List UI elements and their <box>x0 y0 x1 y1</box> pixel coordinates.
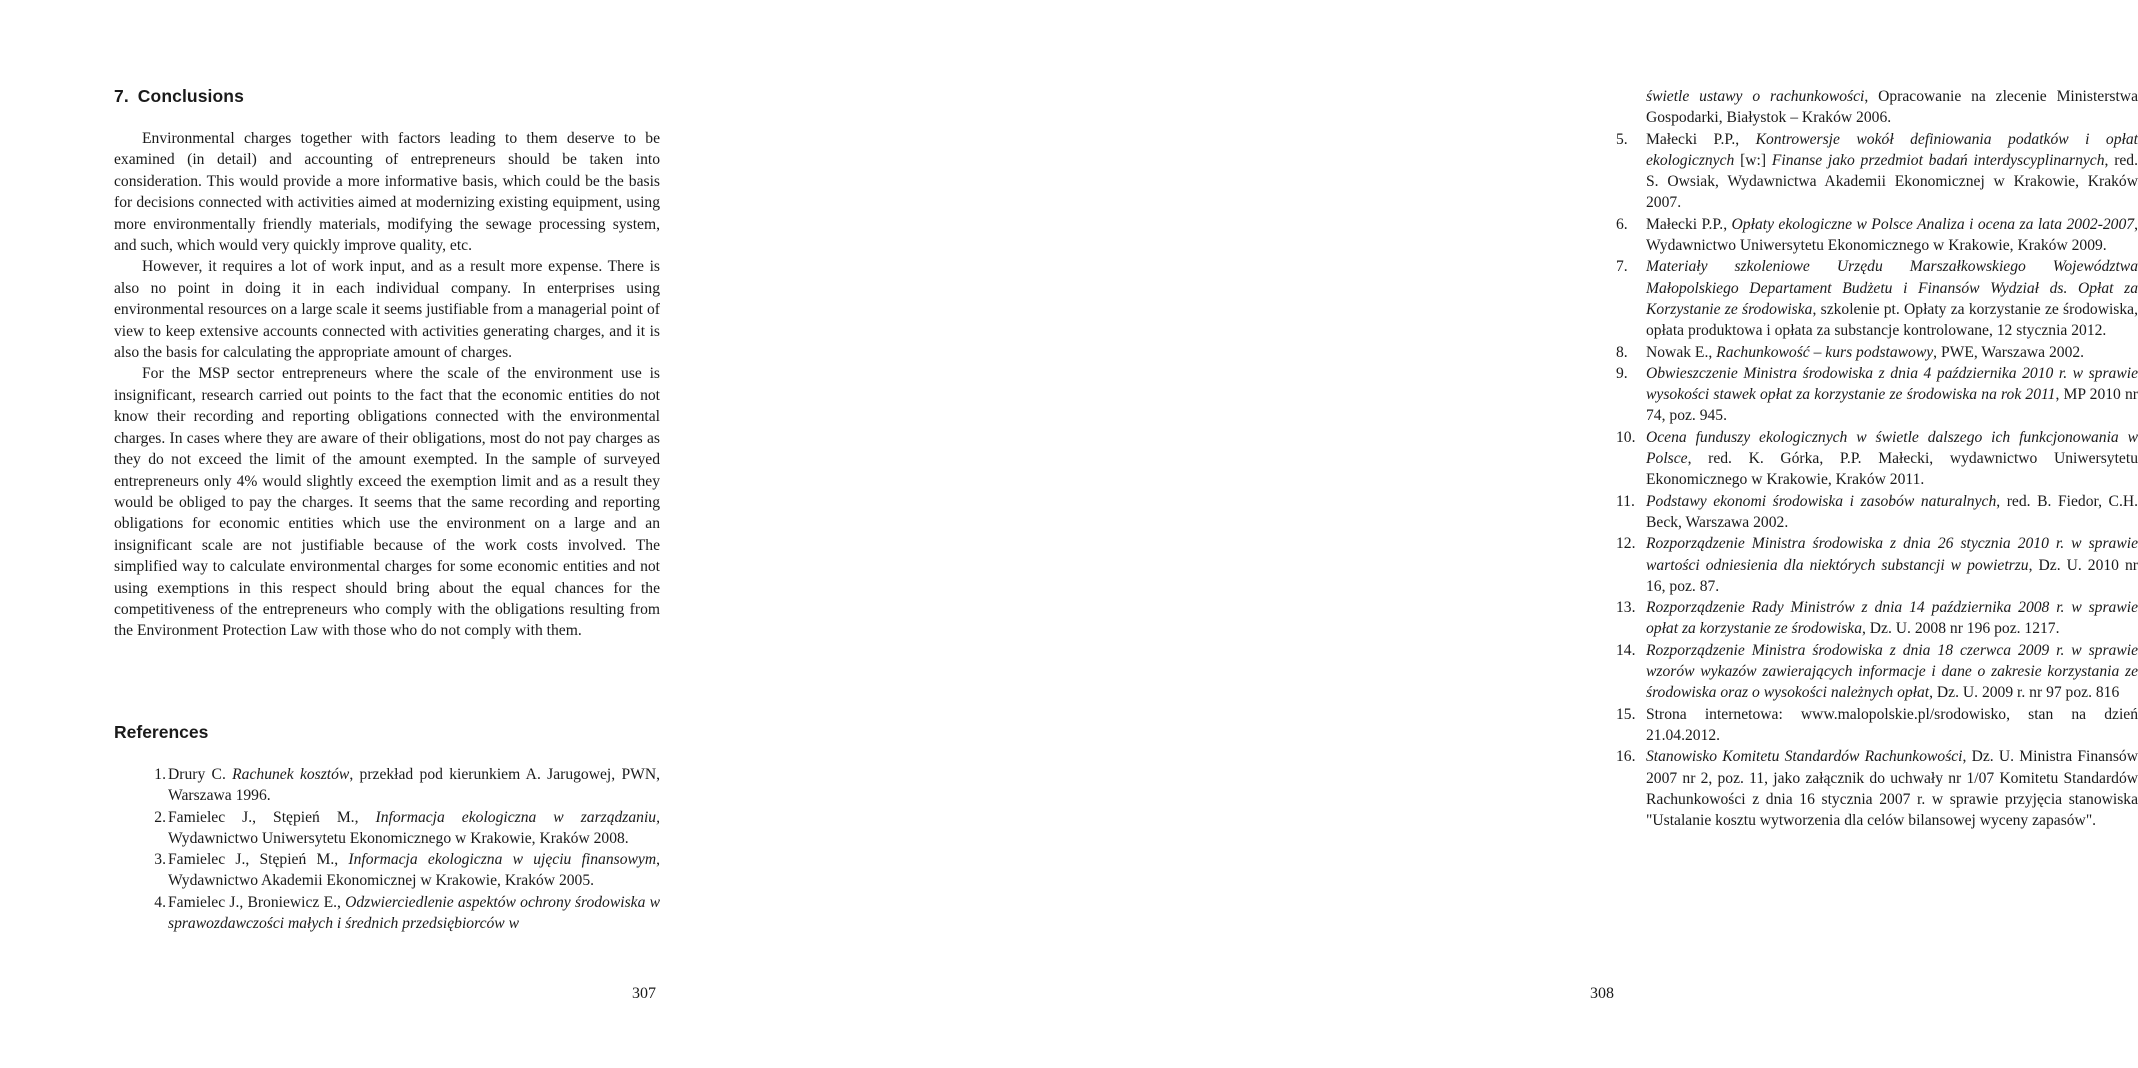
reference-author: Nowak E., <box>1646 343 1717 361</box>
reference-item <box>1616 427 2138 491</box>
reference-title: Opłaty ekologiczne w Polsce Analiza i ocena za lata 2002-2007 <box>1731 215 2135 233</box>
reference-item <box>1616 363 2138 427</box>
reference-details: , przekład pod kierunkiem A. Jarugowej, PWN, Warszawa 1996. <box>168 766 660 805</box>
reference-author: Drury C. <box>168 766 233 783</box>
reference-item <box>1616 214 2138 257</box>
reference-title: Rachunkowość – kurs podstawowy <box>1716 343 1934 361</box>
right-page <box>750 0 2138 1068</box>
page-number: 308 <box>1590 985 1614 1002</box>
reference-title-secondary: Finanse jako przedmiot badań interdyscyplinarnych <box>1771 151 2105 169</box>
reference-item <box>140 849 660 892</box>
section-heading <box>114 86 244 107</box>
reference-title: Odzwierciedlenie aspektów ochrony środowiska w sprawozdawczości małych i średnich przedsiębiorców w <box>168 893 660 933</box>
reference-author: Famielec J., Broniewicz E., <box>168 893 346 911</box>
reference-details: , Dz. U. 2010 nr 16, poz. 87. <box>1646 556 2138 595</box>
reference-title: świetle ustawy o rachunkowości <box>1646 88 1865 105</box>
reference-details: , Dz. U. Ministra Finansów 2007 nr 2, poz. 11, jako załącznik do uchwały nr 1/07 Komitetu Standardów Rachunkowości z dnia 16 stycznia 2007 r. w sprawie przyjęcia stanowiska "Ustalanie kosztu wytworzenia dla celów bilansowej wyceny zapasów". <box>1646 748 2138 830</box>
reference-item <box>1616 256 2138 341</box>
reference-details: , Wydawnictwo Uniwersytetu Ekonomicznego w Krakowie, Kraków 2009. <box>1646 215 2138 255</box>
paragraph: Environmental charges together with factors leading to them deserve to be examined (in detail) and accounting of entrepreneurs should be taken into consideration. This would provide a more informative basis, which could be the basis for decisions connected with activities aimed at modernizing existing equipment, using more environmentally friendly materials, modifying the sewage processing system, and such, which would very quickly improve quality, etc. <box>114 130 660 255</box>
reference-item <box>1616 342 2138 363</box>
reference-item <box>1616 597 2138 640</box>
reference-number: 14. <box>1616 641 1636 659</box>
reference-item <box>1616 746 2138 831</box>
reference-title: Podstawy ekonomi środowiska i zasobów naturalnych <box>1646 492 1997 510</box>
reference-title: Rozporządzenie Ministra środowiska z dnia 18 czerwca 2009 r. w sprawie wzorów wykazów zawierających informacje i dane o zakresie korzystania ze środowiska oraz o wysokości należnych opłat <box>1646 641 2138 702</box>
paragraph: For the MSP sector entrepreneurs where the scale of the environment use is insignificant, research carried out points to the fact that the economic entities do not know their recording and reporting obligations connected with the environmental charges. In cases where they are aware of their obligations, most do not pay charges as they do not exceed the limit of the amount exempted. In the sample of surveyed entrepreneurs only 4% would slightly exceed the exemption limit and as a result they would be obliged to pay the charges. It seems that the same recording and reporting obligations for economic entities which use the environment on a large and an insignificant scale are not justifiable because of the work costs involved. The simplified way to calculate environmental charges for some economic entities and not using exemptions in this respect should bring about the equal chances for the competitiveness of the entrepreneurs who comply with the obligations resulting from the Environment Protection Law with those who do not comply with them. <box>114 365 660 640</box>
reference-continuation <box>1616 86 2138 129</box>
reference-number: 11. <box>1616 492 1635 510</box>
reference-item <box>1616 640 2138 704</box>
reference-title: Rachunek kosztów <box>232 766 350 783</box>
reference-number: 12. <box>1616 535 1636 553</box>
reference-title: Informacja ekologiczna w ujęciu finansowym <box>348 851 657 869</box>
reference-details: , Dz. U. 2009 r. nr 97 poz. 816 <box>1929 684 2120 702</box>
reference-number: 13. <box>1616 599 1636 617</box>
reference-number: 1. <box>154 766 166 783</box>
reference-author: Famielec J., Stępień M., <box>168 808 376 826</box>
reference-details: , szkolenie pt. Opłaty za korzystanie ze środowiska, opłata produktowa i opłata za substancje kontrolowane, 12 stycznia 2012. <box>1646 300 2138 340</box>
reference-details: , Opracowanie na zlecenie Ministerstwa Gospodarki, Białystok – Kraków 2006. <box>1646 88 2138 127</box>
reference-author: Małecki P.P., <box>1646 130 1756 148</box>
reference-item <box>1616 704 2138 747</box>
reference-details: , PWE, Warszawa 2002. <box>1933 343 2085 361</box>
reference-author: Famielec J., Stępień M., <box>168 851 349 869</box>
reference-details: Wydawnictwo Uniwersytetu Ekonomicznego w Krakowie, Kraków 2008. <box>168 829 629 847</box>
reference-details: , red. B. Fiedor, C.H. Beck, Warszawa 2002. <box>1646 492 2138 531</box>
reference-number: 9. <box>1616 364 1628 382</box>
reference-item <box>140 892 660 935</box>
reference-item <box>1616 129 2138 214</box>
reference-details: , red. K. Górka, P.P. Małecki, wydawnictwo Uniwersytetu Ekonomicznego w Krakowie, Kraków 2011. <box>1646 450 2138 489</box>
reference-details: , Wydawnictwo Akademii Ekonomicznej w Krakowie, Kraków 2005. <box>168 851 660 890</box>
reference-number: 3. <box>154 851 166 869</box>
reference-item <box>140 807 660 850</box>
reference-title: Rozporządzenie Rady Ministrów z dnia 14 października 2008 r. w sprawie opłat za korzystanie ze środowiska <box>1646 599 2138 638</box>
reference-list <box>1616 86 2138 831</box>
conclusions-body <box>114 128 660 642</box>
reference-title: Informacja ekologiczna w zarządzaniu, <box>375 808 660 826</box>
page-number: 307 <box>632 985 656 1002</box>
left-page <box>0 0 750 1068</box>
reference-number: 6. <box>1616 215 1628 233</box>
reference-title: Obwieszczenie Ministra środowiska z dnia 4 października 2010 r. w sprawie wysokości stawek opłat za korzystanie ze środowiska na rok 2011 <box>1646 364 2138 404</box>
reference-title: Ocena funduszy ekologicznych w świetle dalszego ich funkcjonowania w Polsce <box>1646 428 2138 468</box>
paragraph: However, it requires a lot of work input, and as a result more expense. There is also no point in doing it in each individual company. In enterprises using environmental resources on a large scale it seems justifiable from a managerial point of view to keep extensive accounts connected with activities generating charges, and it is also the basis for calculating the appropriate amount of charges. <box>114 258 660 362</box>
reference-number: 15. <box>1616 705 1636 723</box>
reference-number: 16. <box>1616 748 1636 766</box>
reference-title: Materiały szkoleniowe Urzędu Marszałkowskiego Województwa Małopolskiego Departament Budżetu i Finansów Wydział ds. Opłat za Korzystanie ze środowiska <box>1646 258 2138 318</box>
section-number: 7. <box>114 86 129 106</box>
reference-number: 8. <box>1616 343 1628 361</box>
reference-title: Rozporządzenie Ministra środowiska z dnia 26 stycznia 2010 r. w sprawie wartości odniesienia dla niektórych substancji w powietrzu <box>1646 535 2138 574</box>
reference-number: 5. <box>1616 130 1628 148</box>
reference-item <box>1616 533 2138 597</box>
section-title: Conclusions <box>137 86 244 106</box>
reference-number: 4. <box>154 893 166 911</box>
reference-item <box>140 764 660 807</box>
reference-item <box>1616 491 2138 534</box>
reference-connector: [w:] <box>1734 151 1772 169</box>
reference-number: 2. <box>154 808 166 826</box>
reference-details: , MP 2010 nr 74, poz. 945. <box>1646 386 2138 425</box>
reference-author: Strona internetowa: www.malopolskie.pl/srodowisko, stan na dzień 21.04.2012. <box>1646 705 2138 744</box>
reference-details: , Dz. U. 2008 nr 196 poz. 1217. <box>1862 620 2060 638</box>
reference-number: 7. <box>1616 258 1628 276</box>
reference-author: Małecki P.P., <box>1646 215 1732 233</box>
reference-title: Kontrowersje wokół definiowania podatków i opłat ekologicznych <box>1646 130 2138 169</box>
reference-number: 10. <box>1616 428 1636 446</box>
references-heading: References <box>114 722 209 742</box>
reference-title: Stanowisko Komitetu Standardów Rachunkowości <box>1646 748 1963 766</box>
reference-details: , red. S. Owsiak, Wydawnictwa Akademii Ekonomicznej w Krakowie, Kraków 2007. <box>1646 151 2138 212</box>
reference-list <box>140 764 660 934</box>
